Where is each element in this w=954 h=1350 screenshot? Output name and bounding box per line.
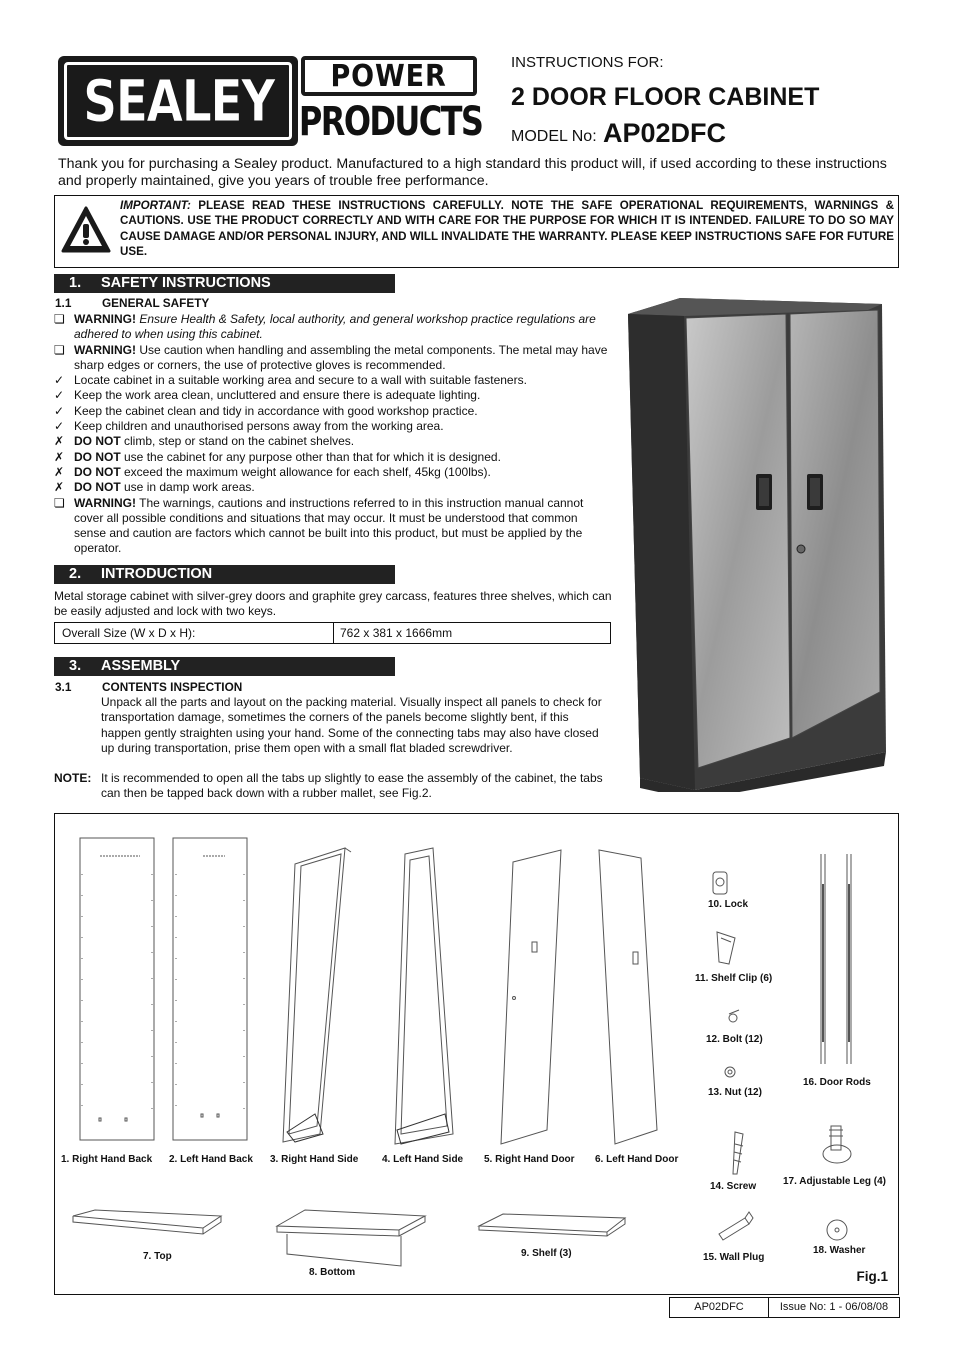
part-label: 3. Right Hand Side: [270, 1154, 359, 1165]
products-logo: [301, 99, 481, 145]
part-label: 8. Bottom: [309, 1267, 356, 1278]
safety-list-item: [54, 480, 609, 495]
part-label: 5. Right Hand Door: [484, 1154, 575, 1165]
safety-list-item: [54, 312, 609, 343]
left-hand-back-drawing: [173, 838, 247, 1140]
item-text: Keep the work area clean, uncluttered and ensure there is adequate lighting.: [74, 388, 481, 403]
safety-list-item: [54, 465, 609, 480]
safety-list-item: [54, 450, 609, 465]
bullet-icon: ✓: [54, 388, 65, 403]
subsection-title: CONTENTS INSPECTION: [102, 680, 243, 694]
item-text: Keep the cabinet clean and tidy in accordance with good workshop practice.: [74, 403, 478, 418]
part-label: 15. Wall Plug: [703, 1252, 765, 1263]
left-hand-side-drawing: [395, 848, 453, 1144]
bullet-icon: ✗: [54, 434, 65, 449]
section-number: 2.: [69, 566, 82, 582]
subsection-title: GENERAL SAFETY: [102, 296, 210, 310]
section-number: 3.: [69, 658, 82, 674]
size-value: 762 x 381 x 1666mm: [340, 626, 453, 640]
bottom-drawing: [277, 1210, 425, 1266]
product-title: 2 DOOR FLOOR CABINET: [511, 83, 820, 111]
door-rods-drawing: [821, 854, 851, 1064]
left-hand-door-drawing: [599, 850, 657, 1144]
important-label: IMPORTANT:: [120, 199, 191, 212]
screw-drawing: [733, 1132, 743, 1174]
item-keyword: WARNING!: [74, 495, 136, 510]
item-keyword: DO NOT: [74, 434, 121, 449]
bullet-icon: ✓: [54, 403, 65, 418]
note-text: It is recommended to open all the tabs up slightly to ease the assembly of the cabinet, the tabs can then be tapped back down with a rubber mallet, see Fig.2.: [101, 771, 603, 801]
bullet-icon: ❏: [54, 312, 65, 326]
item-keyword: WARNING!: [74, 312, 136, 326]
part-label: 16. Door Rods: [803, 1077, 871, 1088]
sealey-logo-text: SEALEY: [82, 67, 274, 135]
safety-list: [54, 312, 609, 557]
section-safety-header: [54, 274, 395, 293]
size-table: [54, 622, 611, 644]
section-assembly-header: [54, 657, 395, 676]
part-label: 2. Left Hand Back: [169, 1154, 253, 1165]
nut-drawing: [725, 1067, 735, 1077]
size-label: Overall Size (W x D x H):: [62, 626, 196, 640]
warning-triangle-icon: [61, 205, 111, 255]
safety-list-item: [54, 343, 609, 374]
important-text: [120, 198, 894, 260]
important-body: PLEASE READ THESE INSTRUCTIONS CAREFULLY. NOTE THE SAFE OPERATIONAL REQUIREMENTS, WARNINGS & CAUTIONS. USE THE PRODUCT CORRECTLY AND WITH CARE FOR THE PURPOSE FOR WHICH IT IS INTENDED. FAILURE TO DO SO MAY CAUSE DAMAGE AND/OR PERSONAL INJURY, AND WILL INVALIDATE THE WARRANTY. PLEASE KEEP INSTRUCTIONS SAFE FOR FUTURE USE.: [120, 199, 894, 259]
item-keyword: DO NOT: [74, 480, 121, 495]
subsection-number: 1.1: [55, 296, 72, 310]
introduction-text: Metal storage cabinet with silver-grey doors and graphite grey carcass, features three shelves, which can be easily adjusted and lock with two keys.: [54, 589, 612, 619]
right-hand-door-drawing: [501, 850, 561, 1144]
cabinet-photo: [620, 292, 890, 792]
top-drawing: [73, 1210, 221, 1234]
safety-list-item: [54, 434, 609, 449]
footer-model: AP02DFC: [694, 1301, 744, 1313]
part-label: 7. Top: [143, 1251, 172, 1262]
wall-plug-drawing: [719, 1212, 753, 1240]
contents-inspection-text: Unpack all the parts and layout on the packing material. Visually inspect all panels to check for transportation damage, sometimes the corners of the panels become slightly bent, if this happen gently straighten using your hand. Some of the connecting tabs may also have closed up during transportation, prise them open with a small flat bladed screwdriver.: [101, 695, 602, 755]
parts-diagram: [55, 814, 898, 1294]
bolt-drawing: [729, 1010, 739, 1022]
shelf-drawing: [479, 1214, 625, 1236]
products-logo-text: PRODUCTS: [299, 99, 483, 145]
figure-label: Fig.1: [856, 1269, 888, 1284]
bullet-icon: ✗: [54, 464, 65, 479]
part-label: 1. Right Hand Back: [61, 1154, 153, 1165]
item-text: Use caution when handling and assembling the metal components. The metal may have sharp edges or corners, the use of protective gloves is recommended.: [74, 342, 608, 372]
section-title: ASSEMBLY: [101, 658, 181, 674]
intro-paragraph: Thank you for purchasing a Sealey product. Manufactured to a high standard this product will, if used according to these instructions and properly maintained, give you years of trouble free performance.: [58, 156, 887, 189]
bullet-icon: ❏: [54, 495, 65, 510]
subsection-number: 3.1: [55, 680, 72, 694]
instructions-for: INSTRUCTIONS FOR:: [511, 54, 664, 71]
bullet-icon: ❏: [54, 342, 65, 357]
adjustable-leg-drawing: [823, 1126, 851, 1163]
safety-list-item: [54, 496, 609, 557]
item-keyword: WARNING!: [74, 342, 136, 357]
item-keyword: DO NOT: [74, 449, 121, 464]
power-logo: [301, 56, 477, 96]
section-title: SAFETY INSTRUCTIONS: [101, 275, 271, 291]
section-number: 1.: [69, 275, 82, 291]
footer-issue: Issue No: 1 - 06/08/08: [779, 1301, 889, 1313]
safety-list-item: [54, 404, 609, 419]
section-introduction-header: [54, 565, 395, 584]
right-hand-back-drawing: [80, 838, 154, 1140]
right-hand-side-drawing: [283, 848, 351, 1142]
item-text: exceed the maximum weight allowance for each shelf, 45kg (100lbs).: [120, 464, 491, 479]
part-label: 10. Lock: [708, 899, 749, 910]
part-label: 13. Nut (12): [708, 1087, 762, 1098]
item-keyword: DO NOT: [74, 464, 121, 479]
part-label: 12. Bolt (12): [706, 1034, 763, 1045]
important-notice: [54, 195, 899, 268]
sealey-logo: [58, 56, 298, 146]
bullet-icon: ✓: [54, 373, 65, 388]
footer-box: [669, 1297, 900, 1318]
part-label: 6. Left Hand Door: [595, 1154, 679, 1165]
item-text: Keep children and unauthorised persons away from the working area.: [74, 419, 444, 434]
part-label: 9. Shelf (3): [521, 1248, 572, 1259]
item-text: climb, step or stand on the cabinet shelves.: [120, 434, 355, 449]
part-label: 11. Shelf Clip (6): [695, 973, 773, 984]
bullet-icon: ✗: [54, 480, 65, 495]
section-title: INTRODUCTION: [101, 566, 213, 582]
part-label: 14. Screw: [710, 1181, 757, 1192]
bullet-icon: ✗: [54, 449, 65, 464]
part-label: 17. Adjustable Leg (4): [783, 1176, 886, 1187]
washer-drawing: [827, 1220, 847, 1240]
lock-drawing: [713, 872, 727, 894]
item-text: The warnings, cautions and instructions referred to in this instruction manual cannot cover all possible conditions and situations that may occur. It must be understood that common sense and caution are factors which cannot be built into this product, but must be applied by the operator.: [74, 495, 584, 556]
model-number: AP02DFC: [603, 118, 727, 148]
parts-figure: [54, 813, 899, 1295]
safety-list-item: [54, 419, 609, 434]
model-label: MODEL No:: [511, 128, 597, 145]
item-text: use in damp work areas.: [120, 480, 255, 495]
part-label: 18. Washer: [813, 1245, 866, 1256]
item-text: Locate cabinet in a suitable working area and secure to a wall with suitable fasteners.: [74, 373, 527, 388]
safety-list-item: [54, 373, 609, 388]
part-label: 4. Left Hand Side: [382, 1154, 464, 1165]
item-text: use the cabinet for any purpose other than that for which it is designed.: [120, 449, 501, 464]
shelf-clip-drawing: [717, 932, 735, 964]
safety-list-item: [54, 388, 609, 403]
power-logo-text: POWER: [330, 58, 448, 94]
item-text: Ensure Health & Safety, local authority, and general workshop practice regulations are adhered to when using this cabinet.: [74, 312, 596, 342]
bullet-icon: ✓: [54, 419, 65, 434]
note-label: NOTE:: [54, 771, 92, 785]
